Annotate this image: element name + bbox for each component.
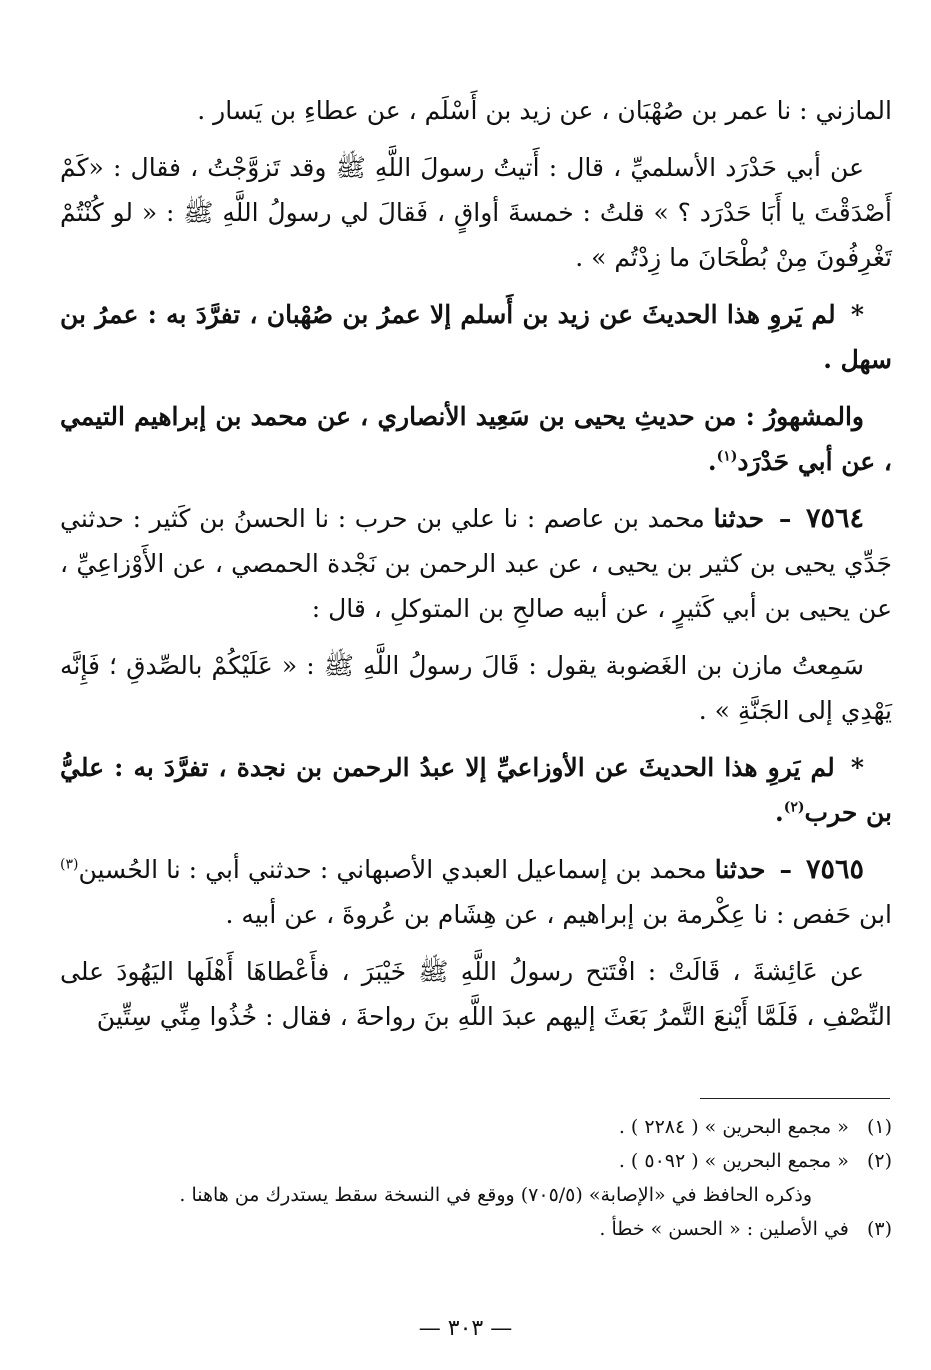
hadith-lead: حدثنا: [714, 855, 766, 884]
footnote-text: في الأصلين : « الحسن » خطأ .: [599, 1218, 849, 1240]
hadith-7565: [60, 847, 892, 937]
paragraph-9: [60, 949, 892, 1039]
hadith-7564: [60, 496, 892, 631]
dash: –: [778, 504, 792, 533]
paragraph-text: عن عَائِشةَ ، قَالَتْ : افْتَتح رسولُ اللَّهِ ﷺ خَيْبَرَ ، فأَعْطاهَا أَهْلَها اليَهُودَ على النِّصْفِ ، فَلَمَّا أَيْنعَ التَّمرُ بَعَثَ إليهم عبدَ اللَّهِ بنَ رواحةَ ، فقال : خُذُوا مِنِّي سِتِّينَ: [60, 957, 892, 1031]
footnote-2: [60, 1144, 892, 1178]
footnote-ref-1: (١): [716, 448, 738, 465]
hadith-lead: حدثنا: [713, 504, 765, 533]
paragraph-4: [60, 394, 892, 484]
footnote-ref-2: (٢): [783, 799, 805, 816]
footnotes: [60, 1110, 892, 1246]
footnote-ref-3: (٣): [60, 856, 79, 873]
paragraph-text: عن أبي حَدْرَد الأسلميِّ ، قال : أَتيتُ رسولَ اللَّهِ ﷺ وقد تَزوَّجْتُ ، فقال : «كَمْ أَصْدَقْتَ يا أَبَا حَدْرَد ؟ » قلتُ : خمسةَ أواقٍ ، فَقالَ لي رسولُ اللَّهِ ﷺ : « لو كُنْتُمْ تَغْرِفُونَ مِنْ بُطْحَانَ ما زِدْتُم » .: [60, 153, 892, 272]
page-number: — ٣٠٣ —: [418, 1316, 513, 1341]
asterisk-icon: *: [850, 753, 864, 782]
footnote-number: (١): [866, 1116, 892, 1138]
paragraph-text: المازني : نا عمر بن صُهْبَان ، عن زيد بن أَسْلَم ، عن عطاءِ بن يَسار .: [197, 96, 892, 125]
paragraph-text: محمد بن إسماعيل العبدي الأصبهاني : حدثني أبي : نا الحُسين: [78, 855, 707, 884]
paragraph-2: [60, 145, 892, 280]
footnote-text: « مجمع البحرين » ( ٥٠٩٢ ) .: [618, 1150, 849, 1172]
footnote-2-continued: [60, 1178, 892, 1212]
hadith-number: ٧٥٦٥: [806, 854, 865, 885]
paragraph-text: لم يَروِ هذا الحديثَ عن زيد بن أَسلم إلا عمرُ بن صُهْبان ، تفرَّدَ به : عمرُ بن سهل .: [60, 300, 892, 374]
asterisk-icon: *: [850, 300, 864, 329]
paragraph-text: لم يَروِ هذا الحديثَ عن الأوزاعيِّ إلا عبدُ الرحمن بن نجدة ، تفرَّدَ به : عليُّ بن حرب: [60, 753, 892, 827]
footnote-divider: [700, 1098, 890, 1099]
main-text: [60, 88, 892, 1051]
footnote-number: (٣): [866, 1218, 892, 1240]
paragraph-1: [60, 88, 892, 133]
footnote-1: [60, 1110, 892, 1144]
paragraph-end: ابن حَفص : نا عِكْرمة بن إبراهيم ، عن هِشَام بن عُروةَ ، عن أبيه .: [225, 900, 892, 929]
paragraph-end: .: [707, 447, 717, 476]
footnote-3: [60, 1212, 892, 1246]
paragraph-3-note: [60, 292, 892, 382]
footnote-text: « مجمع البحرين » ( ٢٢٨٤ ) .: [618, 1116, 849, 1138]
paragraph-end: .: [775, 798, 784, 827]
dash: –: [779, 855, 792, 884]
paragraph-text: محمد بن عاصم : نا علي بن حرب : نا الحسنُ بن كَثير : حدثني جَدِّي يحيى بن كثير بن يحيى ، عن عبد الرحمن بن نَجْدة الحمصي ، عن الأَوْزاعِيِّ ، عن يحيى بن أبي كَثيرٍ ، عن أبيه صالحِ بن المتوكلِ ، قال :: [60, 504, 892, 623]
paragraph-6: [60, 643, 892, 733]
paragraph-7-note: [60, 745, 892, 835]
hadith-number: ٧٥٦٤: [805, 503, 864, 534]
footnote-text: وذكره الحافظ في «الإصابة» (٧٠٥/٥) ووقع في النسخة سقط يستدرك من هاهنا .: [179, 1184, 812, 1206]
footnote-number: (٢): [866, 1150, 892, 1172]
paragraph-text: سَمِعتُ مازن بن الغَضوبة يقول : قَالَ رسولُ اللَّهِ ﷺ : « عَلَيْكُمْ بالصِّدقِ ؛ فَإِنَّه يَهْدِي إلى الجَنَّةِ » .: [60, 651, 892, 725]
paragraph-text: والمشهورُ : من حديثِ يحيى بن سَعِيد الأنصاري ، عن محمد بن إبراهيم التيمي ، عن أبي حَدْرَد: [60, 402, 892, 476]
